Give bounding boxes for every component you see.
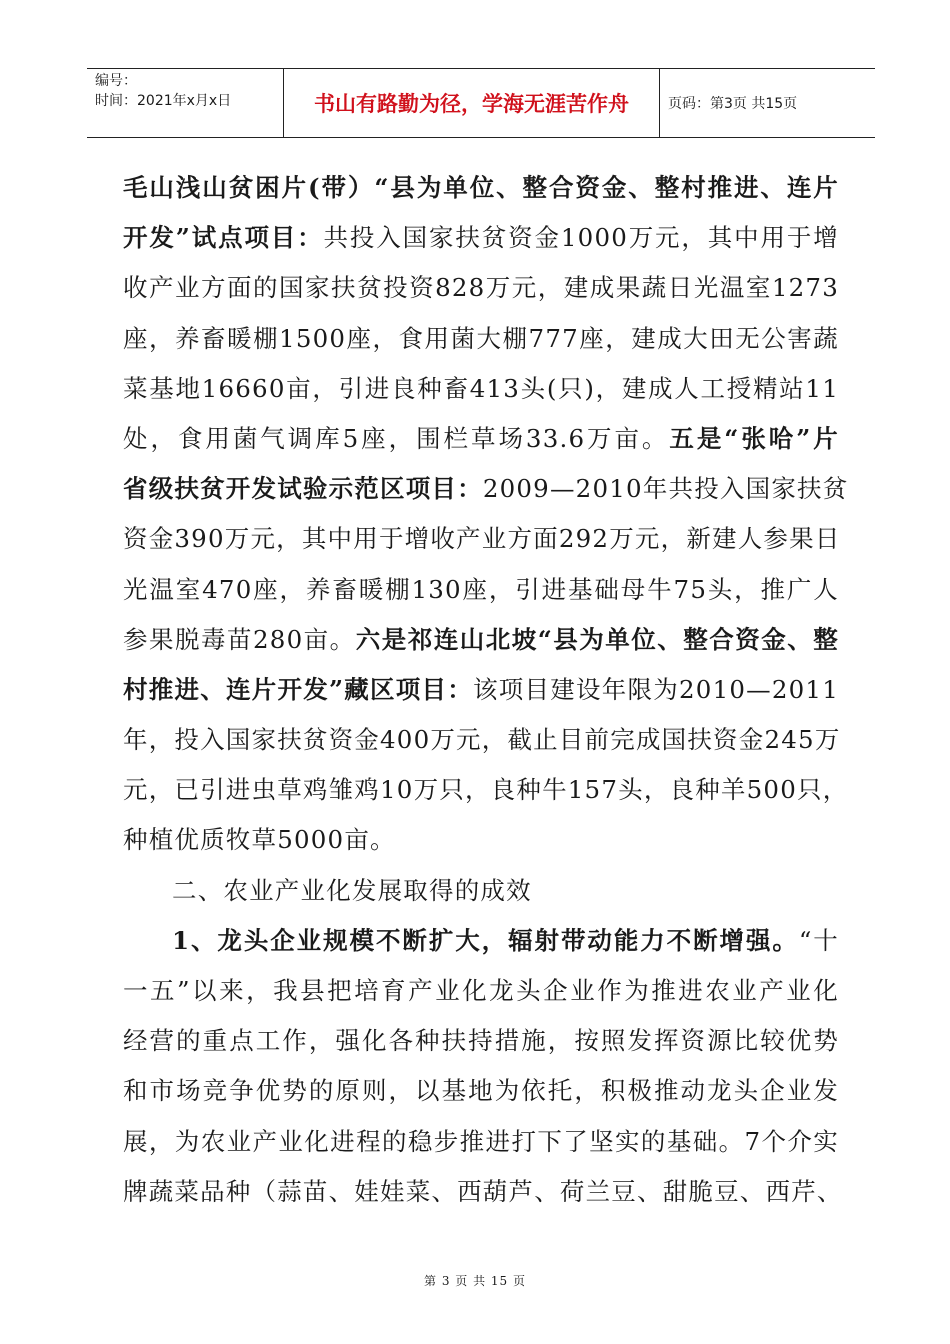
- body-text: 2009—2010年共投入国家扶贫: [482, 474, 849, 504]
- header-motto: 书山有路勤为径，学海无涯苦作舟: [284, 69, 660, 137]
- bold-text: 五是“张哈”片: [669, 423, 839, 453]
- bold-text: 开发”试点项目：: [123, 223, 324, 253]
- text-line: 元，已引进虫草鸡雏鸡10万只，良种牛157头，良种羊500只，: [123, 775, 849, 805]
- bold-text: 村推进、连片开发”藏区项目：: [123, 674, 474, 704]
- text-line: [123, 414, 839, 464]
- bold-text: 省级扶贫开发试验示范区项目：: [123, 474, 483, 504]
- text-line: [123, 163, 839, 213]
- text-line: 经营的重点工作，强化各种扶持措施，按照发挥资源比较优势: [123, 1026, 839, 1056]
- body-text: 共投入国家扶贫资金1000万元，其中用于增: [323, 223, 839, 253]
- text-line: 座，养畜暖棚1500座，食用菌大棚777座，建成大田无公害蔬: [123, 323, 839, 353]
- text-line: 年，投入国家扶贫资金400万元，截止目前完成国扶资金245万: [123, 725, 841, 755]
- document-body: [123, 163, 849, 1217]
- text-line: 展，为农业产业化进程的稳步推进打下了坚实的基础。7个介实: [123, 1126, 839, 1156]
- text-line: [123, 213, 839, 263]
- serial-number-label: 编号：: [95, 73, 137, 89]
- text-line: [123, 916, 839, 966]
- text-line: 光温室470座，养畜暖棚130座，引进基础母牛75头，推广人: [123, 574, 839, 604]
- text-line: 种植优质牧草5000亩。: [123, 825, 396, 855]
- text-line: 和市场竞争优势的原则，以基地为依托，积极推动龙头企业发: [123, 1076, 839, 1106]
- text-line: 一五”以来，我县把培育产业化龙头企业作为推进农业产业化: [123, 976, 839, 1005]
- bold-text: 1、龙头企业规模不断扩大，辐射带动能力不断增强。: [172, 925, 799, 955]
- header-page-info: 页码：第3页 共15页: [668, 96, 798, 112]
- body-text: 该项目建设年限为2010—2011: [473, 674, 839, 704]
- text-line: 牌蔬菜品种（蒜苗、娃娃菜、西葫芦、荷兰豆、甜脆豆、西芹、: [123, 1176, 843, 1206]
- page-footer: 第 3 页 共 15 页: [424, 1274, 526, 1288]
- text-line: 资金390万元，其中用于增收产业方面292万元，新建人参果日: [123, 524, 841, 554]
- text-line: [123, 665, 839, 715]
- text-line: [123, 464, 849, 514]
- bold-text: 毛山浅山贫困片(带）“县为单位、整合资金、整村推进、连片: [123, 173, 839, 202]
- text-line: 收产业方面的国家扶贫投资828万元，建成果蔬日光温室1273: [123, 273, 839, 303]
- section-heading: 二、农业产业化发展取得的成效: [172, 875, 532, 905]
- text-line: 菜基地16660亩，引进良种畜413头(只)，建成人工授精站11: [123, 373, 839, 403]
- header-meta: [87, 69, 284, 137]
- bold-text: 六是祁连山北坡“县为单位、整合资金、整: [355, 624, 840, 654]
- text-line: [123, 615, 839, 665]
- body-text: “十: [798, 925, 839, 955]
- time-label: 时间：2021年x月x日: [95, 93, 232, 109]
- body-text: 处，食用菌气调库5座，围栏草场33.6万亩。: [123, 423, 670, 453]
- page-header: [87, 68, 875, 138]
- body-text: 参果脱毒苗280亩。: [123, 624, 356, 654]
